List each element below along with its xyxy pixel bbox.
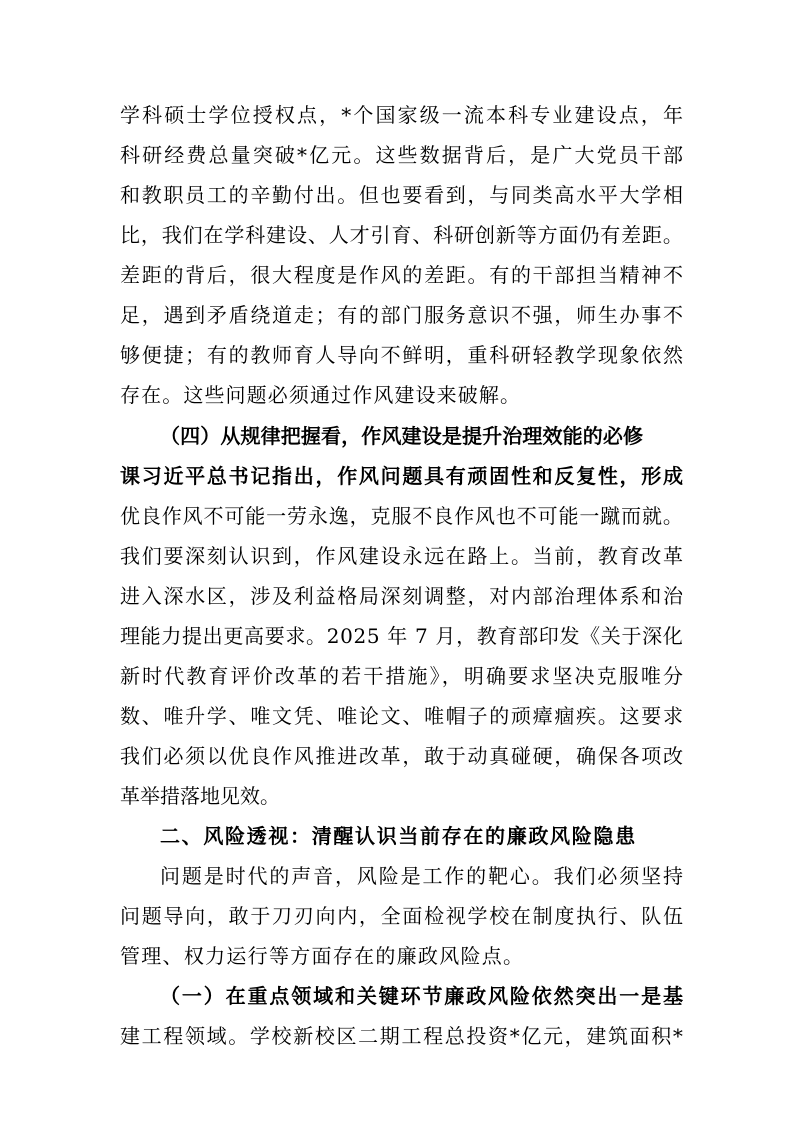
- section-heading-line: （一）在重点领域和关键环节廉政风险依然突出一是基: [160, 984, 685, 1008]
- body-line: 科研经费总量突破*亿元。这些数据背后，是广大党员干部: [120, 143, 686, 167]
- section-heading-line: 课习近平总书记指出，作风问题具有顽固性和反复性，形成: [120, 464, 685, 488]
- body-line: 存在。这些问题必须通过作风建设来破解。: [120, 383, 522, 407]
- body-line: 新时代教育评价改革的若干措施》，明确要求坚决克服唯分: [120, 664, 686, 688]
- body-line: 问题导向，敢于刀刃向内，全面检视学校在制度执行、队伍: [120, 904, 685, 928]
- body-line: 理能力提出更高要求。2025 年 7 月，教育部印发《关于深化: [120, 624, 684, 648]
- body-line: 差距的背后，很大程度是作风的差距。有的干部担当精神不: [120, 263, 685, 287]
- body-line: 和教职员工的辛勤付出。但也要看到，与同类高水平大学相: [120, 183, 685, 207]
- body-line: 革举措落地见效。: [120, 784, 280, 808]
- section-heading-line: （四）从规律把握看，作风建设是提升治理效能的必修: [160, 424, 644, 448]
- body-line: 进入深水区，涉及利益格局深刻调整，对内部治理体系和治: [120, 584, 685, 608]
- body-line: 问题是时代的声音，风险是工作的靶心。我们必须坚持: [160, 864, 685, 888]
- body-line: 优良作风不可能一劳永逸，克服不良作风也不可能一蹴而就。: [120, 504, 684, 528]
- body-line: 数、唯升学、唯文凭、唯论文、唯帽子的顽瘴痼疾。这要求: [120, 704, 685, 728]
- body-line: 比，我们在学科建设、人才引育、科研创新等方面仍有差距。: [120, 223, 684, 247]
- body-line: 我们必须以优良作风推进改革，敢于动真碰硬，确保各项改: [120, 744, 685, 768]
- body-line: 我们要深刻认识到，作风建设永远在路上。当前，教育改革: [120, 544, 685, 568]
- body-line: 管理、权力运行等方面存在的廉政风险点。: [120, 944, 525, 968]
- body-line: 建工程领域。学校新校区二期工程总投资*亿元，建筑面积*: [120, 1024, 685, 1048]
- body-line: 够便捷；有的教师育人导向不鲜明，重科研轻教学现象依然: [120, 343, 685, 367]
- body-line: 学科硕士学位授权点，*个国家级一流本科专业建设点，年: [120, 103, 686, 127]
- chapter-heading-line: 二、风险透视：清醒认识当前存在的廉政风险隐患: [160, 824, 637, 848]
- body-line: 足，遇到矛盾绕道走；有的部门服务意识不强，师生办事不: [120, 303, 685, 327]
